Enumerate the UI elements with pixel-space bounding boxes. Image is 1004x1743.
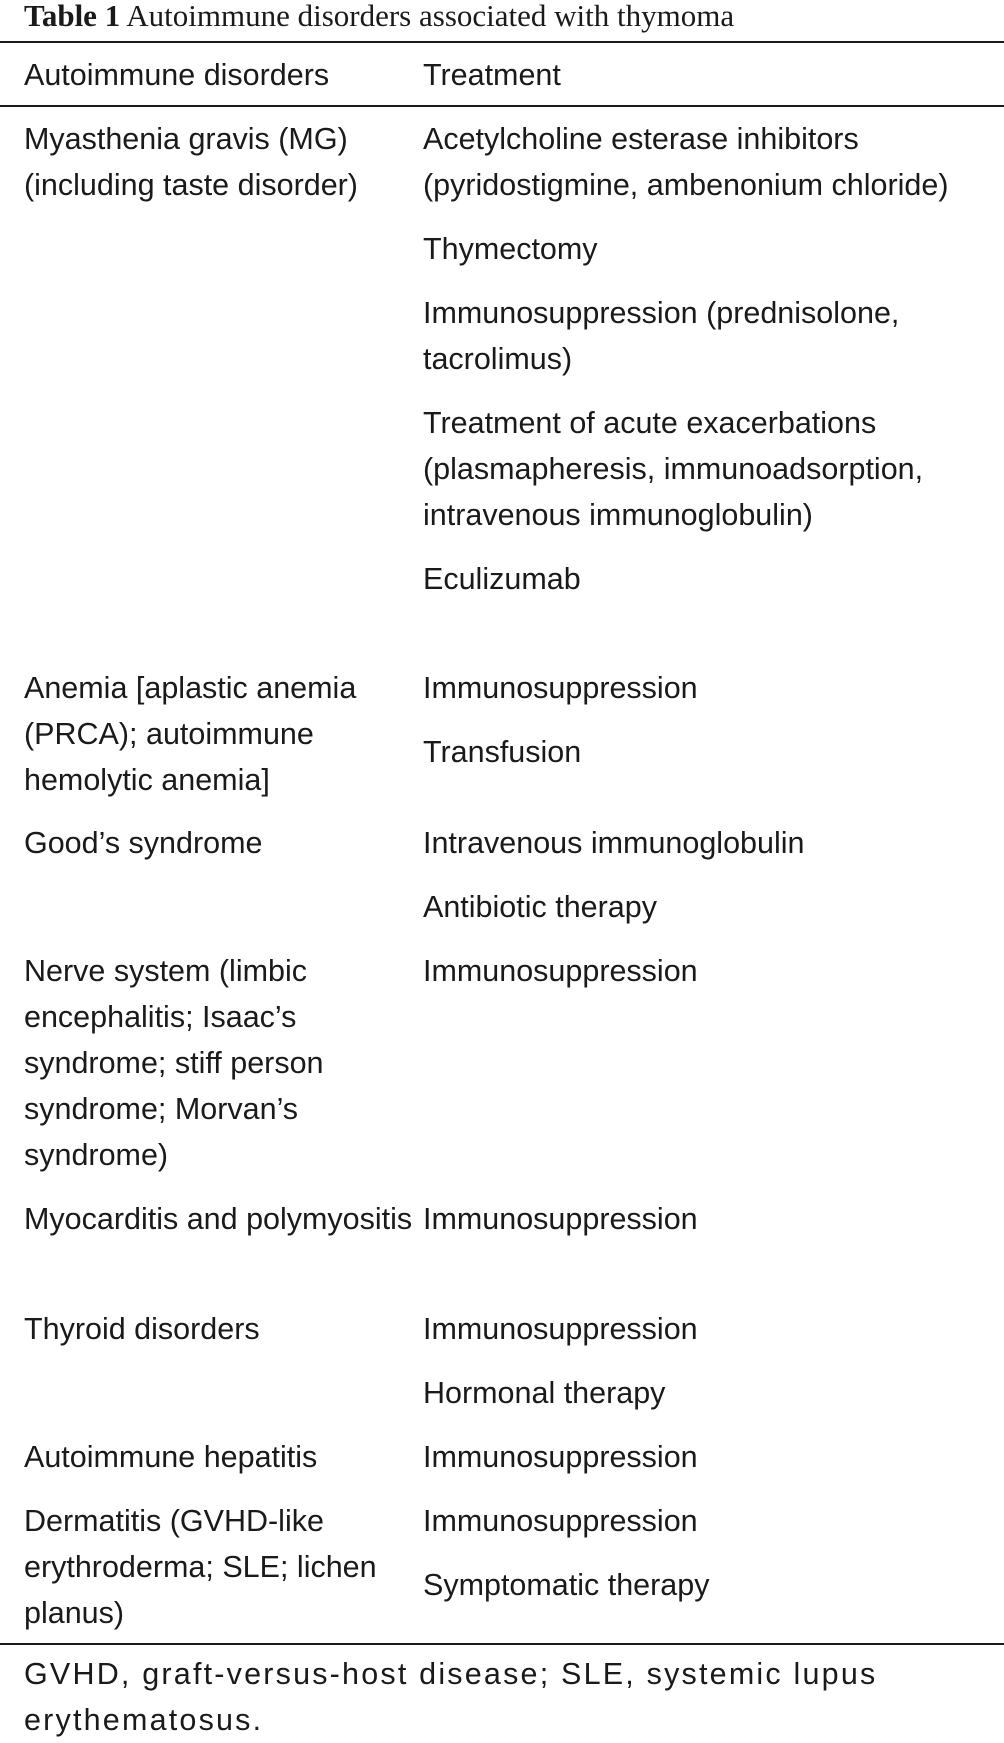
treatment-item: Immunosuppression: [423, 671, 698, 705]
disorder-cell: Anemia [aplastic anemia (PRCA); autoimmune hemolytic anemia]: [24, 671, 357, 797]
treatment-item: Immunosuppression (prednisolone, tacrolimus): [423, 296, 900, 376]
treatment-item: Treatment of acute exacerbations (plasmapheresis, immunoadsorption, intravenous immunoglobulin): [423, 406, 924, 532]
treatment-cell: [423, 1196, 993, 1242]
treatment-item: Immunosuppression: [423, 1202, 698, 1236]
treatment-item: Immunosuppression: [423, 1440, 698, 1474]
disorder-cell: Thyroid disorders: [24, 1312, 260, 1346]
header-rule: [0, 105, 1004, 107]
disorder-cell: Myocarditis and polymyositis: [24, 1202, 413, 1236]
treatment-item: Acetylcholine esterase inhibitors (pyridostigmine, ambenonium chloride): [423, 122, 949, 202]
treatment-cell: [423, 948, 993, 994]
table-footnote: GVHD, graft-versus-host disease; SLE, systemic lupus erythematosus.: [24, 1657, 878, 1737]
table-title: Autoimmune disorders associated with thymoma: [126, 0, 735, 33]
top-rule: [0, 41, 1004, 43]
treatment-item: Transfusion: [423, 735, 582, 769]
treatment-item: Antibiotic therapy: [423, 890, 657, 924]
disorder-cell: Autoimmune hepatitis: [24, 1440, 318, 1474]
treatment-cell: [423, 820, 993, 930]
treatment-item: Immunosuppression: [423, 954, 698, 988]
treatment-item: Symptomatic therapy: [423, 1568, 710, 1602]
treatment-item: Eculizumab: [423, 562, 581, 596]
treatment-item: Immunosuppression: [423, 1504, 698, 1538]
column-header-disorders: Autoimmune disorders: [24, 58, 330, 92]
treatment-item: Immunosuppression: [423, 1312, 698, 1346]
disorder-cell: Dermatitis (GVHD-like erythroderma; SLE; lichen planus): [24, 1504, 377, 1630]
disorder-cell: Myasthenia gravis (MG) (including taste disorder): [24, 122, 358, 202]
treatment-item: Thymectomy: [423, 232, 598, 266]
treatment-cell: [423, 116, 993, 602]
column-header-treatment: Treatment: [423, 58, 561, 92]
bottom-rule: [0, 1643, 1004, 1645]
treatment-item: Intravenous immunoglobulin: [423, 826, 805, 860]
treatment-item: Hormonal therapy: [423, 1376, 666, 1410]
table-caption: [24, 0, 734, 38]
table-label: Table 1: [24, 0, 121, 33]
treatment-cell: [423, 1306, 993, 1416]
disorder-cell: Nerve system (limbic encephalitis; Isaac’s syndrome; stiff person syndrome; Morvan’s syndrome): [24, 954, 324, 1172]
disorder-cell: Good’s syndrome: [24, 826, 263, 860]
treatment-cell: [423, 1434, 993, 1480]
treatment-cell: [423, 665, 993, 775]
treatment-cell: [423, 1498, 993, 1608]
